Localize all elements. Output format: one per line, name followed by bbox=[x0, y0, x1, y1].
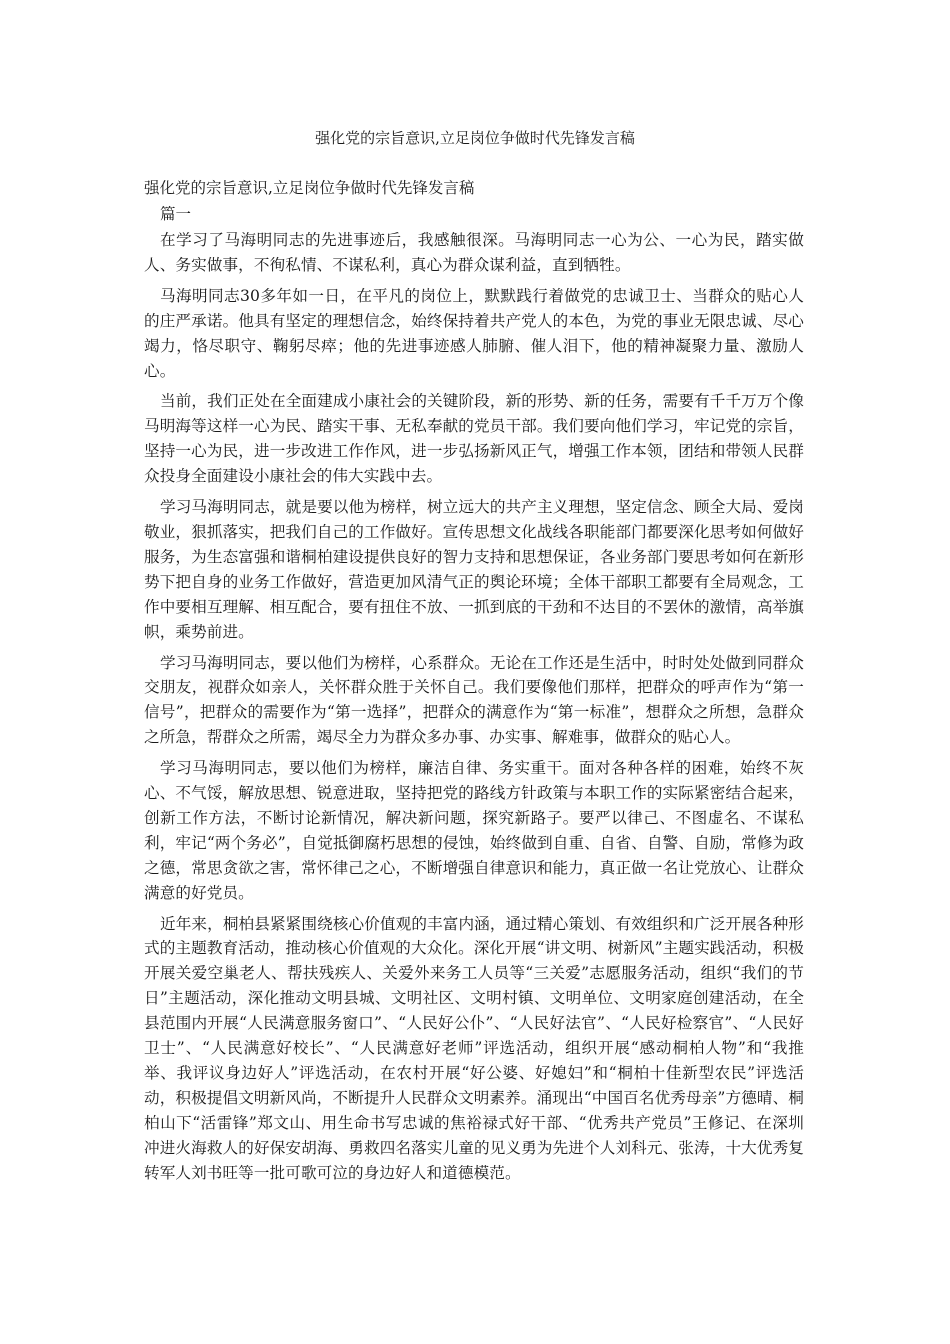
document-body bbox=[144, 176, 804, 1192]
paragraph: 近年来，桐柏县紧紧围绕核心价值观的丰富内涵，通过精心策划、有效组织和广泛开展各种形式的主题教育活动，推动核心价值观的大众化。深化开展“讲文明、树新风”主题实践活动，积极开展关爱空巢老人、帮扶残疾人、关爱外来务工人员等“三关爱”志愿服务活动，组织“我们的节日”主题活动，深化推动文明县城、文明社区、文明村镇、文明单位、文明家庭创建活动，在全县范围内开展“人民满意服务窗口”、“人民好公仆”、“人民好法官”、“人民好检察官”、“人民好卫士”、“人民满意好校长”、“人民满意好老师”评选活动，组织开展“感动桐柏人物”和“我推举、我评议身边好人”评选活动，在农村开展“好公婆、好媳妇”和“桐柏十佳新型农民”评选活动，积极提倡文明新风尚，不断提升人民群众文明素养。涌现出“中国百名优秀母亲”方德晴、桐柏山下“活雷锋”郑文山、用生命书写忠诚的焦裕禄式好干部、“优秀共产党员”王修记、在深圳冲进火海救人的好保安胡海、勇救四名落实儿童的见义勇为先进个人刘科元、张涛，十大优秀复转军人刘书旺等一批可歌可泣的身边好人和道德模范。 bbox=[144, 914, 804, 1182]
document-subtitle: 强化党的宗旨意识,立足岗位争做时代先锋发言稿 bbox=[144, 179, 475, 197]
paragraph: 当前，我们正处在全面建成小康社会的关键阶段，新的形势、新的任务，需要有千千万万个像马明海等这样一心为民、踏实干事、无私奉献的党员干部。我们要向他们学习，牢记党的宗旨，坚持一心为民，进一步改进工作作风，进一步弘扬新风正气，增强工作本领，团结和带领人民群众投身全面建设小康社会的伟大实践中去。 bbox=[144, 392, 804, 486]
paragraph: 学习马海明同志，要以他们为榜样，廉洁自律、务实重干。面对各种各样的困难，始终不灰心、不气馁，解放思想、锐意进取，坚持把党的路线方针政策与本职工作的实际紧密结合起来，创新工作方法，不断讨论新情况，解决新问题，探究新路子。要严以律己、不图虚名、不谋私利，牢记“两个务必”，自觉抵御腐朽思想的侵蚀，始终做到自重、自省、自警、自励，常修为政之德，常思贪欲之害，常怀律己之心，不断增强自律意识和能力，真正做一名让党放心、让群众满意的好党员。 bbox=[144, 759, 804, 902]
paragraph: 马海明同志30多年如一日，在平凡的岗位上，默默践行着做党的忠诚卫士、当群众的贴心人的庄严承诺。他具有坚定的理想信念，始终保持着共产党人的本色，为党的事业无限忠诚、尽心竭力，恪尽职守、鞠躬尽瘁；他的先进事迹感人肺腑、催人泪下，他的精神凝聚力量、激励人心。 bbox=[144, 286, 804, 380]
paragraph: 学习马海明同志，就是要以他为榜样，树立远大的共产主义理想，坚定信念、顾全大局、爱岗敬业，狠抓落实，把我们自己的工作做好。宣传思想文化战线各职能部门都要深化思考如何做好服务，为生态富强和谐桐柏建设提供良好的智力支持和思想保证，各业务部门要思考如何在新形势下把自身的业务工作做好，营造更加风清气正的舆论环境；全体干部职工都要有全局观念，工作中要相互理解、相互配合，要有扭住不放、一抓到底的干劲和不达目的不罢休的激情，高举旗帜，乘势前进。 bbox=[144, 498, 804, 641]
document-title: 强化党的宗旨意识,立足岗位争做时代先锋发言稿 bbox=[315, 129, 635, 147]
paragraph: 学习马海明同志，要以他们为榜样，心系群众。无论在工作还是生活中，时时处处做到同群众交朋友，视群众如亲人，关怀群众胜于关怀自己。我们要像他们那样，把群众的呼声作为“第一信号”，把群众的需要作为“第一选择”，把群众的满意作为“第一标准”，想群众之所想，急群众之所急，帮群众之所需，竭尽全力为群众多办事、办实事、解难事，做群众的贴心人。 bbox=[144, 653, 804, 747]
paragraph: 在学习了马海明同志的先进事迹后，我感触很深。马海明同志一心为公、一心为民，踏实做人、务实做事，不徇私情、不谋私利，真心为群众谋利益，直到牺牲。 bbox=[144, 231, 804, 274]
section-label: 篇一 bbox=[160, 205, 192, 223]
